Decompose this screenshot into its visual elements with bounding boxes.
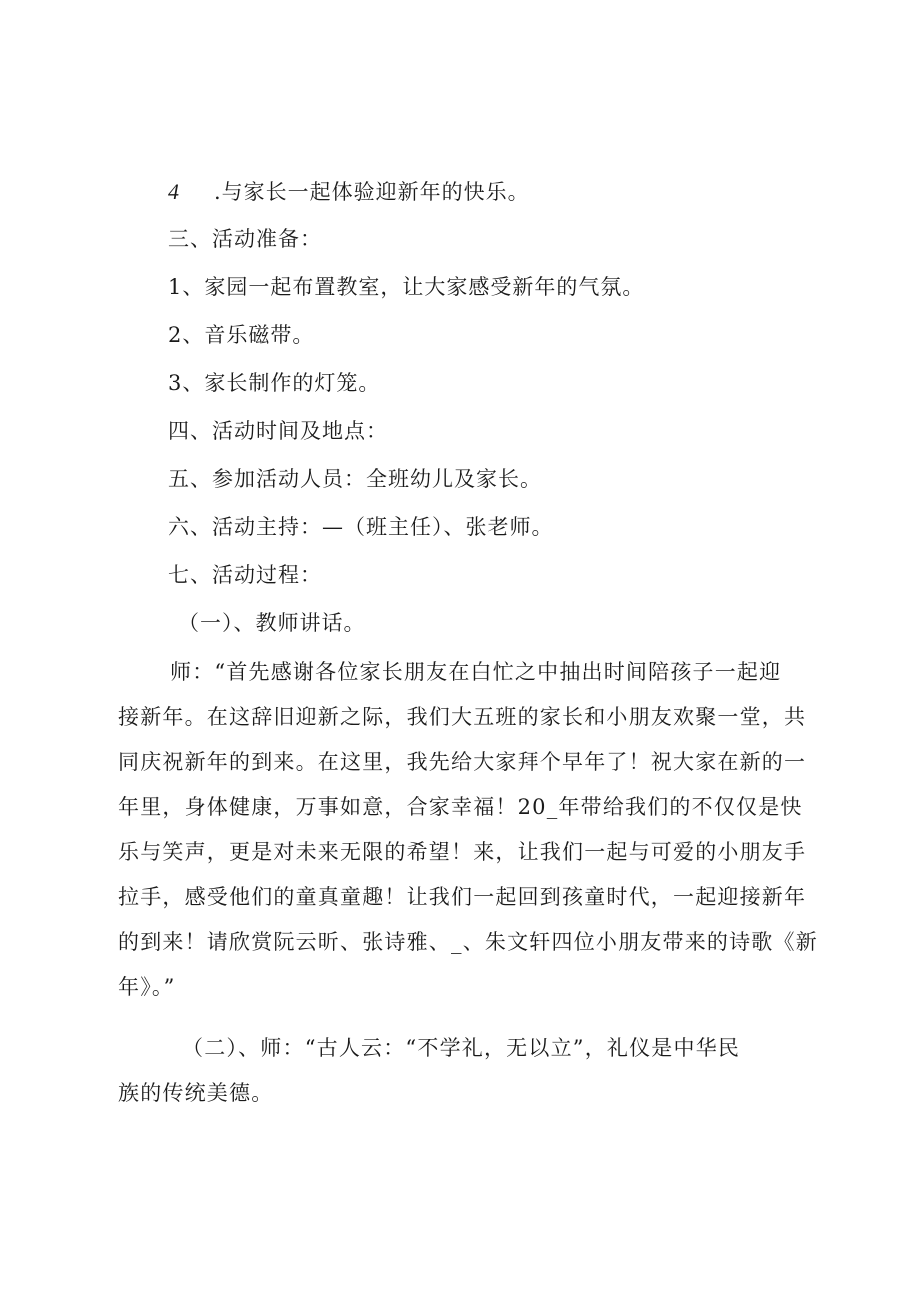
prep-item-2: 2、音乐磁带。 [168, 323, 315, 347]
speech-line: 同庆祝新年的到来。在这里，我先给大家拜个早年了！祝大家在新的一 [118, 750, 807, 774]
speech-line: 的到来！请欣赏阮云昕、张诗雅、_、朱文轩四位小朋友带来的诗歌《新 [118, 930, 818, 954]
speech-line: 师：“首先感谢各位家长朋友在白忙之中抽出时间陪孩子一起迎 [170, 660, 782, 684]
step-1-heading: （一）、教师讲话。 [178, 611, 366, 635]
speech-line: 接新年。在这辞旧迎新之际，我们大五班的家长和小朋友欢聚一堂，共 [118, 705, 807, 729]
speech-line: 乐与笑声，更是对未来无限的希望！来，让我们一起与可爱的小朋友手 [118, 840, 807, 864]
step-2 [118, 1026, 828, 1116]
speech-line: 年里，身体健康，万事如意，合家幸福！20_年带给我们的不仅仅是快 [118, 795, 803, 819]
teacher-speech [118, 650, 828, 1010]
prep-item-3: 3、家长制作的灯笼。 [168, 371, 381, 395]
section-5: 五、参加活动人员：全班幼儿及家长。 [168, 467, 542, 491]
item-4-number: 4 [168, 179, 180, 204]
prep-item-1: 1、家园一起布置教室，让大家感受新年的气氛。 [168, 275, 645, 299]
speech-line: 年》。” [118, 975, 176, 999]
section-7-heading: 七、活动过程： [168, 563, 322, 587]
section-3-heading: 三、活动准备： [168, 227, 322, 251]
step-2-line: 族的传统美德。 [118, 1081, 274, 1105]
item-4 [168, 181, 530, 203]
speech-line: 拉手，感受他们的童真童趣！让我们一起回到孩童时代，一起迎接新年 [118, 885, 807, 909]
step-2-line: （二）、师：“古人云：“不学礼，无以立”，礼仪是中华民 [182, 1036, 741, 1060]
section-4-heading: 四、活动时间及地点： [168, 419, 388, 443]
section-6: 六、活动主持：—（班主任）、张老师。 [168, 515, 554, 539]
item-4-text: .与家长一起体验迎新年的快乐。 [214, 180, 530, 204]
